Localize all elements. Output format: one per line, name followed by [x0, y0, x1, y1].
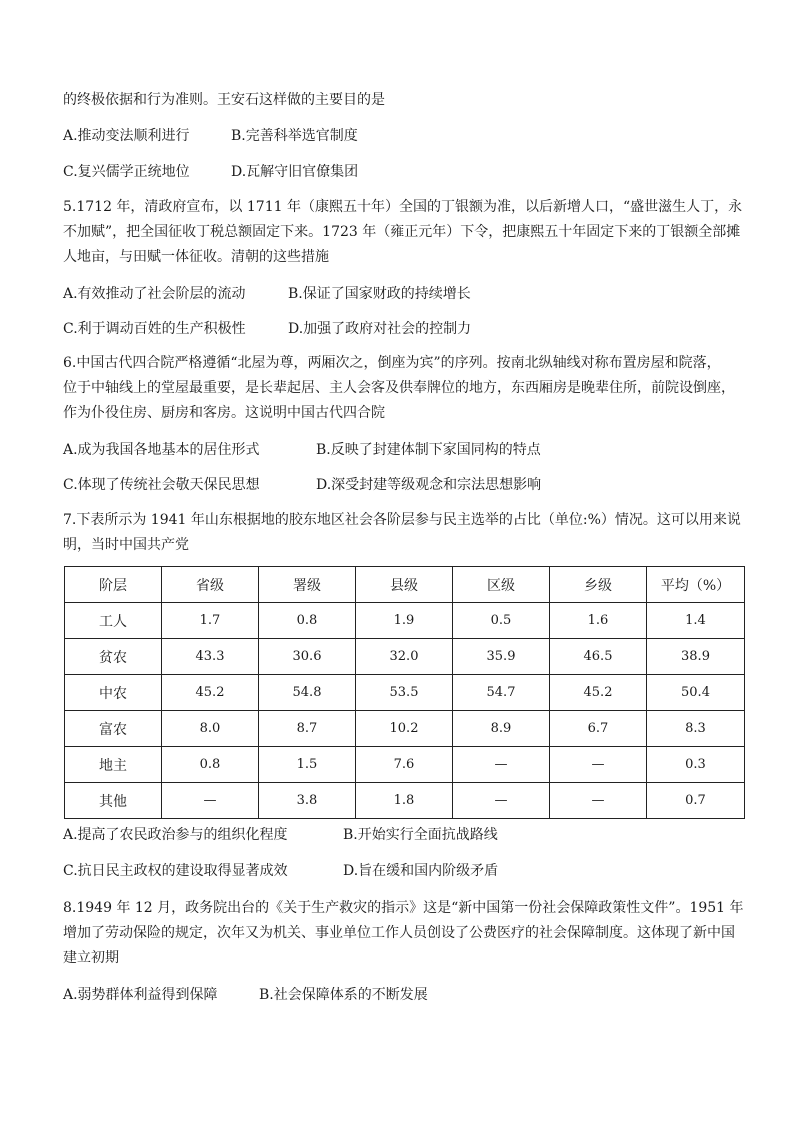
table-row: [65, 747, 745, 783]
table-cell: 0.8: [259, 603, 356, 639]
table-header-row: [65, 567, 745, 603]
table-cell: 46.5: [550, 639, 647, 675]
table-cell: 45.2: [162, 675, 259, 711]
table-row: [65, 603, 745, 639]
table-cell: 38.9: [647, 639, 745, 675]
table-cell: 富农: [65, 711, 162, 747]
table-cell: 45.2: [550, 675, 647, 711]
q4-option-c[interactable]: C.复兴儒学正统地位: [63, 164, 190, 180]
q5-option-d[interactable]: D.加强了政府对社会的控制力: [288, 321, 472, 337]
table-header-cell: 乡级: [550, 567, 647, 603]
q7-option-d[interactable]: D.旨在缓和国内阶级矛盾: [343, 863, 499, 879]
q5-stem-line-1: 5.1712 年，清政府宣布，以 1711 年（康熙五十年）全国的丁银额为准，以后新增人口，“盛世滋生人丁，永: [63, 199, 743, 215]
table-header-cell: 区级: [453, 567, 550, 603]
table-cell: 54.7: [453, 675, 550, 711]
q6-stem-line-1: 6.中国古代四合院严格遵循“北屋为尊，两厢次之，倒座为宾”的序列。按南北纵轴线对称布置房屋和院落，: [63, 355, 721, 371]
table-header-cell: 署级: [259, 567, 356, 603]
table-cell: —: [453, 747, 550, 783]
q4-option-b[interactable]: B.完善科举选官制度: [231, 128, 358, 144]
table-cell: 8.0: [162, 711, 259, 747]
table-cell: 54.8: [259, 675, 356, 711]
table-cell: 其他: [65, 783, 162, 819]
q8-stem-line-3: 建立初期: [63, 950, 119, 966]
table-cell: 1.5: [259, 747, 356, 783]
table-header-cell: 阶层: [65, 567, 162, 603]
table-cell: 1.9: [356, 603, 453, 639]
table-cell: 30.6: [259, 639, 356, 675]
q5-option-c[interactable]: C.利于调动百姓的生产积极性: [63, 321, 246, 337]
table-cell: 50.4: [647, 675, 745, 711]
q5-stem-line-3: 人地亩，与田赋一体征收。清朝的这些措施: [63, 249, 329, 265]
table-cell: 53.5: [356, 675, 453, 711]
q5-option-b[interactable]: B.保证了国家财政的持续增长: [288, 286, 471, 302]
q6-option-d[interactable]: D.深受封建等级观念和宗法思想影响: [316, 477, 542, 493]
q7-option-b[interactable]: B.开始实行全面抗战路线: [343, 827, 498, 843]
table-header-cell: 县级: [356, 567, 453, 603]
table-cell: 1.4: [647, 603, 745, 639]
q6-option-a[interactable]: A.成为我国各地基本的居住形式: [63, 442, 260, 458]
q5-stem-line-2: 不加赋”，把全国征收丁税总额固定下来。1723 年（雍正元年）下令，把康熙五十年固定下来的丁银额全部摊: [63, 224, 741, 240]
q8-option-b[interactable]: B.社会保障体系的不断发展: [259, 987, 428, 1003]
table-cell: —: [550, 747, 647, 783]
table-row: [65, 639, 745, 675]
election-participation-table: [64, 566, 745, 819]
table-header-cell: 省级: [162, 567, 259, 603]
table-cell: 43.3: [162, 639, 259, 675]
table-cell: 8.3: [647, 711, 745, 747]
table-cell: 1.8: [356, 783, 453, 819]
table-row: [65, 783, 745, 819]
q7-stem-line-1: 7.下表所示为 1941 年山东根据地的胶东地区社会各阶层参与民主选举的占比（单位:%）情况。这可以用来说: [63, 512, 741, 528]
table-cell: 10.2: [356, 711, 453, 747]
q7-stem-line-2: 明，当时中国共产党: [63, 537, 189, 553]
table-row: [65, 711, 745, 747]
q6-stem-line-2: 位于中轴线上的堂屋最重要，是长辈起居、主人会客及供奉牌位的地方，东西厢房是晚辈住所，前院设倒座，: [63, 380, 735, 396]
q8-stem-line-1: 8.1949 年 12 月，政务院出台的《关于生产救灾的指示》这是“新中国第一份社会保障政策性文件”。1951 年: [63, 900, 744, 916]
table-cell: 0.7: [647, 783, 745, 819]
q5-option-a[interactable]: A.有效推动了社会阶层的流动: [63, 286, 246, 302]
table-cell: 8.7: [259, 711, 356, 747]
table-cell: 1.6: [550, 603, 647, 639]
table-cell: 0.3: [647, 747, 745, 783]
table-cell: —: [550, 783, 647, 819]
table-cell: 0.8: [162, 747, 259, 783]
table-cell: 贫农: [65, 639, 162, 675]
q8-stem-line-2: 增加了劳动保险的规定，次年又为机关、事业单位工作人员创设了公费医疗的社会保障制度。这体现了新中国: [63, 925, 735, 941]
q7-option-c[interactable]: C.抗日民主政权的建设取得显著成效: [63, 863, 288, 879]
table-cell: 工人: [65, 603, 162, 639]
q6-stem-line-3: 作为仆役住房、厨房和客房。这说明中国古代四合院: [63, 405, 385, 421]
table-header-cell: 平均（%）: [647, 567, 745, 603]
table-cell: 7.6: [356, 747, 453, 783]
q7-option-a[interactable]: A.提高了农民政治参与的组织化程度: [63, 827, 288, 843]
q4-option-d[interactable]: D.瓦解守旧官僚集团: [231, 164, 359, 180]
q4-option-a[interactable]: A.推动变法顺利进行: [63, 128, 190, 144]
table-cell: 地主: [65, 747, 162, 783]
q8-option-a[interactable]: A.弱势群体利益得到保障: [63, 987, 218, 1003]
table-cell: 中农: [65, 675, 162, 711]
table-cell: 1.7: [162, 603, 259, 639]
table-cell: 0.5: [453, 603, 550, 639]
table-cell: 32.0: [356, 639, 453, 675]
table-cell: —: [453, 783, 550, 819]
table-cell: 35.9: [453, 639, 550, 675]
q6-option-c[interactable]: C.体现了传统社会敬天保民思想: [63, 477, 260, 493]
table-cell: —: [162, 783, 259, 819]
q4-stem-tail: 的终极依据和行为准则。王安石这样做的主要目的是: [63, 92, 385, 108]
table-cell: 3.8: [259, 783, 356, 819]
table-cell: 8.9: [453, 711, 550, 747]
table-cell: 6.7: [550, 711, 647, 747]
table-row: [65, 675, 745, 711]
q6-option-b[interactable]: B.反映了封建体制下家国同构的特点: [316, 442, 541, 458]
